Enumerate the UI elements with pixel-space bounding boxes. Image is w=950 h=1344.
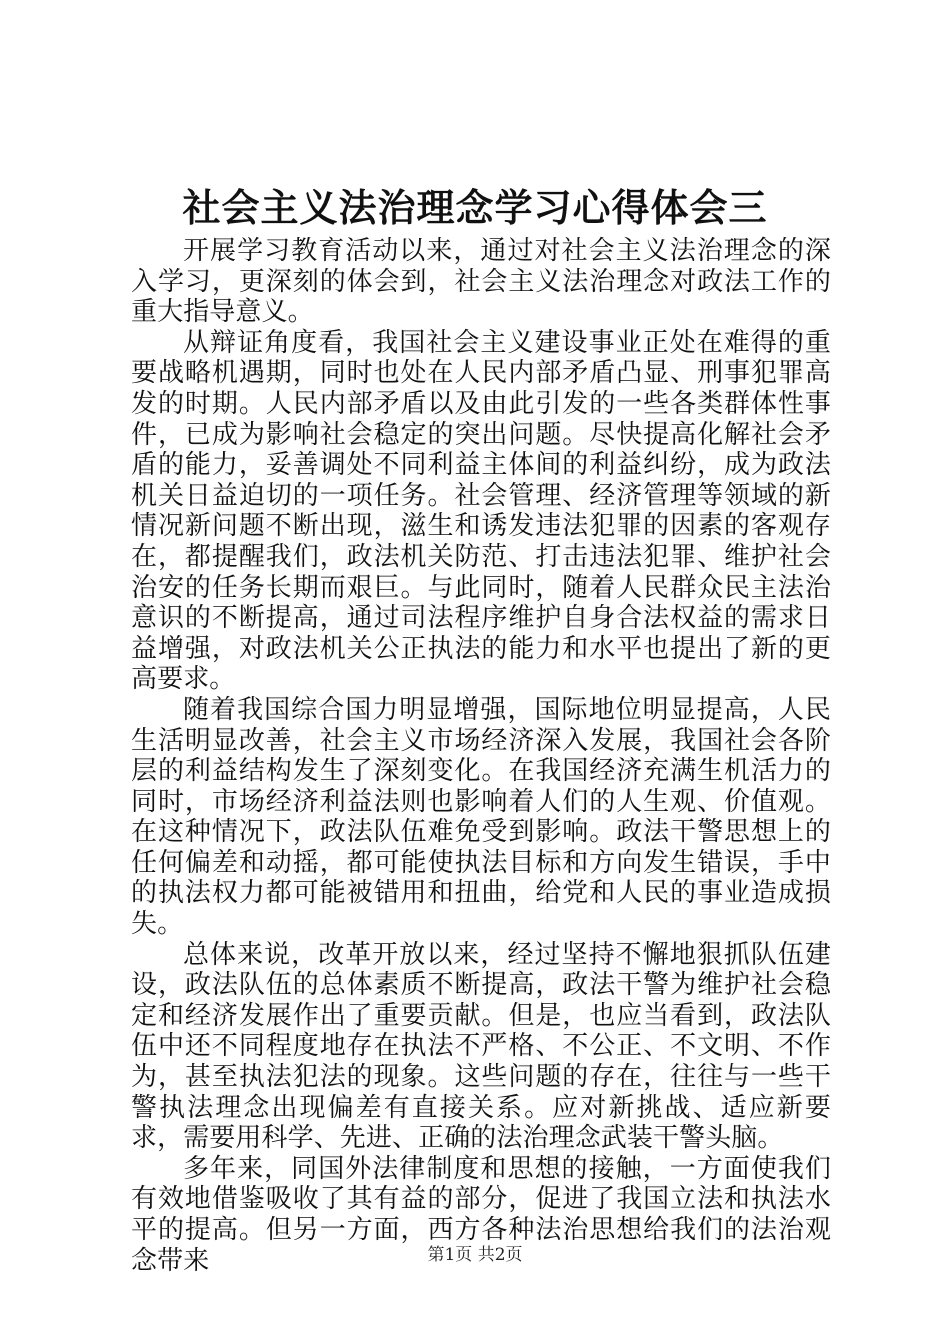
paragraph-1: 开展学习教育活动以来，通过对社会主义法治理念的深入学习，更深刻的体会到，社会主义法治理念对政法工作的重大指导意义。 xyxy=(131,236,831,328)
page-number-footer: 第1页 共2页 xyxy=(427,1245,523,1265)
paragraph-4: 总体来说，改革开放以来，经过坚持不懈地狠抓队伍建设，政法队伍的总体素质不断提高，政法干警为维护社会稳定和经济发展作出了重要贡献。但是，也应当看到，政法队伍中还不同程度地存在执法不严格、不公正、不文明、不作为，甚至执法犯法的现象。这些问题的存在，往往与一些干警执法理念出现偏差有直接关系。应对新挑战、适应新要求，需要用科学、先进、正确的法治理念武装干警头脑。 xyxy=(131,939,831,1154)
paragraph-2: 从辩证角度看，我国社会主义建设事业正处在难得的重要战略机遇期，同时也处在人民内部矛盾凸显、刑事犯罪高发的时期。人民内部矛盾以及由此引发的一些各类群体性事件，已成为影响社会稳定的突出问题。尽快提高化解社会矛盾的能力，妥善调处不同利益主体间的利益纠纷，成为政法机关日益迫切的一项任务。社会管理、经济管理等领域的新情况新问题不断出现，滋生和诱发违法犯罪的因素的客观存在，都提醒我们，政法机关防范、打击违法犯罪、维护社会治安的任务长期而艰巨。与此同时，随着人民群众民主法治意识的不断提高，通过司法程序维护自身合法权益的需求日益增强，对政法机关公正执法的能力和水平也提出了新的更高要求。 xyxy=(131,327,831,695)
document-body xyxy=(131,236,831,1276)
paragraph-5: 多年来，同国外法律制度和思想的接触，一方面使我们有效地借鉴吸收了其有益的部分，促进了我国立法和执法水平的提高。但另一方面，西方各种法治思想给我们的法治观念带来 xyxy=(131,1153,831,1276)
paragraph-3: 随着我国综合国力明显增强，国际地位明显提高，人民生活明显改善，社会主义市场经济深入发展，我国社会各阶层的利益结构发生了深刻变化。在我国经济充满生机活力的同时，市场经济利益法则也影响着人们的人生观、价值观。在这种情况下，政法队伍难免受到影响。政法干警思想上的任何偏差和动摇，都可能使执法目标和方向发生错误，手中的执法权力都可能被错用和扭曲，给党和人民的事业造成损失。 xyxy=(131,694,831,940)
document-title: 社会主义法治理念学习心得体会三 xyxy=(182,186,768,230)
